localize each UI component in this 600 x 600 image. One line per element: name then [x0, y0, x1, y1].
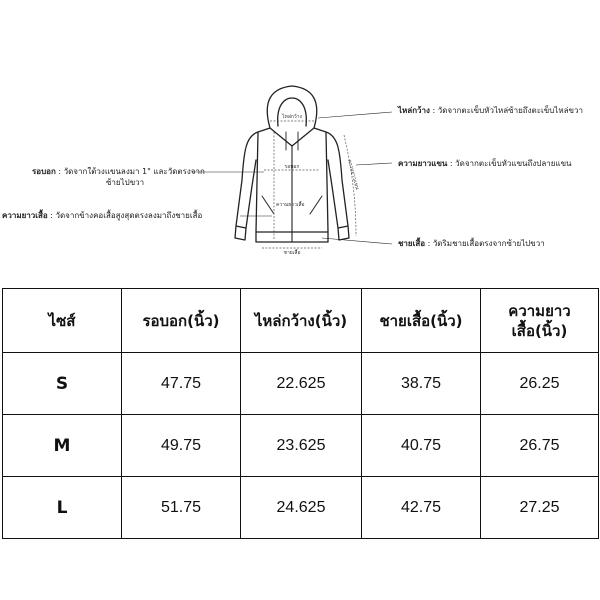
chest-cell: 49.75 [122, 415, 241, 477]
size-cell: M [3, 415, 122, 477]
annotation-sleeve-desc: : วัดจากตะเข็บหัวแขนถึงปลายแขน [449, 159, 572, 168]
table-row [3, 415, 599, 477]
table-row [3, 477, 599, 539]
header-size: ไซส์ [3, 289, 122, 353]
header-shoulder: ไหล่กว้าง(นิ้ว) [241, 289, 362, 353]
shoulder-cell: 22.625 [241, 353, 362, 415]
annotation-hem [398, 238, 545, 249]
right-sleeve [326, 132, 348, 228]
annotation-sleeve [398, 158, 572, 169]
annotation-chest-desc-2: ซ้ายไปขวา [106, 178, 145, 187]
hood-opening [278, 98, 307, 126]
annotation-chest-desc: : วัดจากใต้วงแขนลงมา 1" และวัดตรงจาก [58, 167, 205, 176]
header-chest: รอบอก(นิ้ว) [122, 289, 241, 353]
annotation-sleeve-title: ความยาวแขน [398, 159, 448, 168]
table-header-row [3, 289, 599, 353]
annotation-chest-title: รอบอก [32, 167, 56, 176]
inner-label-chest: รอบอก [284, 164, 300, 170]
shoulder-cell: 24.625 [241, 477, 362, 539]
hem-cell: 40.75 [362, 415, 481, 477]
hem-cell: 38.75 [362, 353, 481, 415]
chest-cell: 51.75 [122, 477, 241, 539]
size-chart-table [2, 288, 599, 539]
length-cell: 26.75 [481, 415, 599, 477]
inner-label-sleeve: ความยาวแขน [346, 158, 360, 191]
hoodie-illustration [0, 0, 600, 270]
annotation-length-title: ความยาวเสื้อ [2, 211, 48, 220]
hem-cell: 42.75 [362, 477, 481, 539]
left-sleeve [236, 132, 258, 228]
length-cell: 26.25 [481, 353, 599, 415]
table-row [3, 353, 599, 415]
inner-label-shoulder: ไหล่กว้าง [282, 114, 302, 120]
annotation-chest [32, 166, 205, 188]
inner-label-hem: ชายเสื้อ [283, 250, 301, 256]
annotation-shoulder [398, 105, 583, 116]
shoulder-cell: 23.625 [241, 415, 362, 477]
header-length: ความยาว เสื้อ(นิ้ว) [481, 289, 599, 353]
hood-outline [267, 86, 317, 128]
annotation-length [2, 210, 202, 221]
header-hem: ชายเสื้อ(นิ้ว) [362, 289, 481, 353]
inner-label-length: ความยาวเสื้อ [276, 202, 305, 208]
annotation-shoulder-title: ไหล่กว้าง [398, 106, 430, 115]
annotation-length-desc: : วัดจากข้างคอเสื้อสูงสุดตรงลงมาถึงชายเสื้อ [50, 211, 203, 220]
annotation-hem-title: ชายเสื้อ [398, 239, 426, 248]
measurement-diagram [0, 0, 600, 270]
annotation-shoulder-desc: : วัดจากตะเข็บหัวไหล่ซ้ายถึงตะเข็บไหล่ขวา [432, 106, 583, 115]
chest-cell: 47.75 [122, 353, 241, 415]
annotation-hem-desc: : วัดริมชายเสื้อตรงจากซ้ายไปขวา [427, 239, 545, 248]
length-cell: 27.25 [481, 477, 599, 539]
size-cell: L [3, 477, 122, 539]
size-cell: S [3, 353, 122, 415]
